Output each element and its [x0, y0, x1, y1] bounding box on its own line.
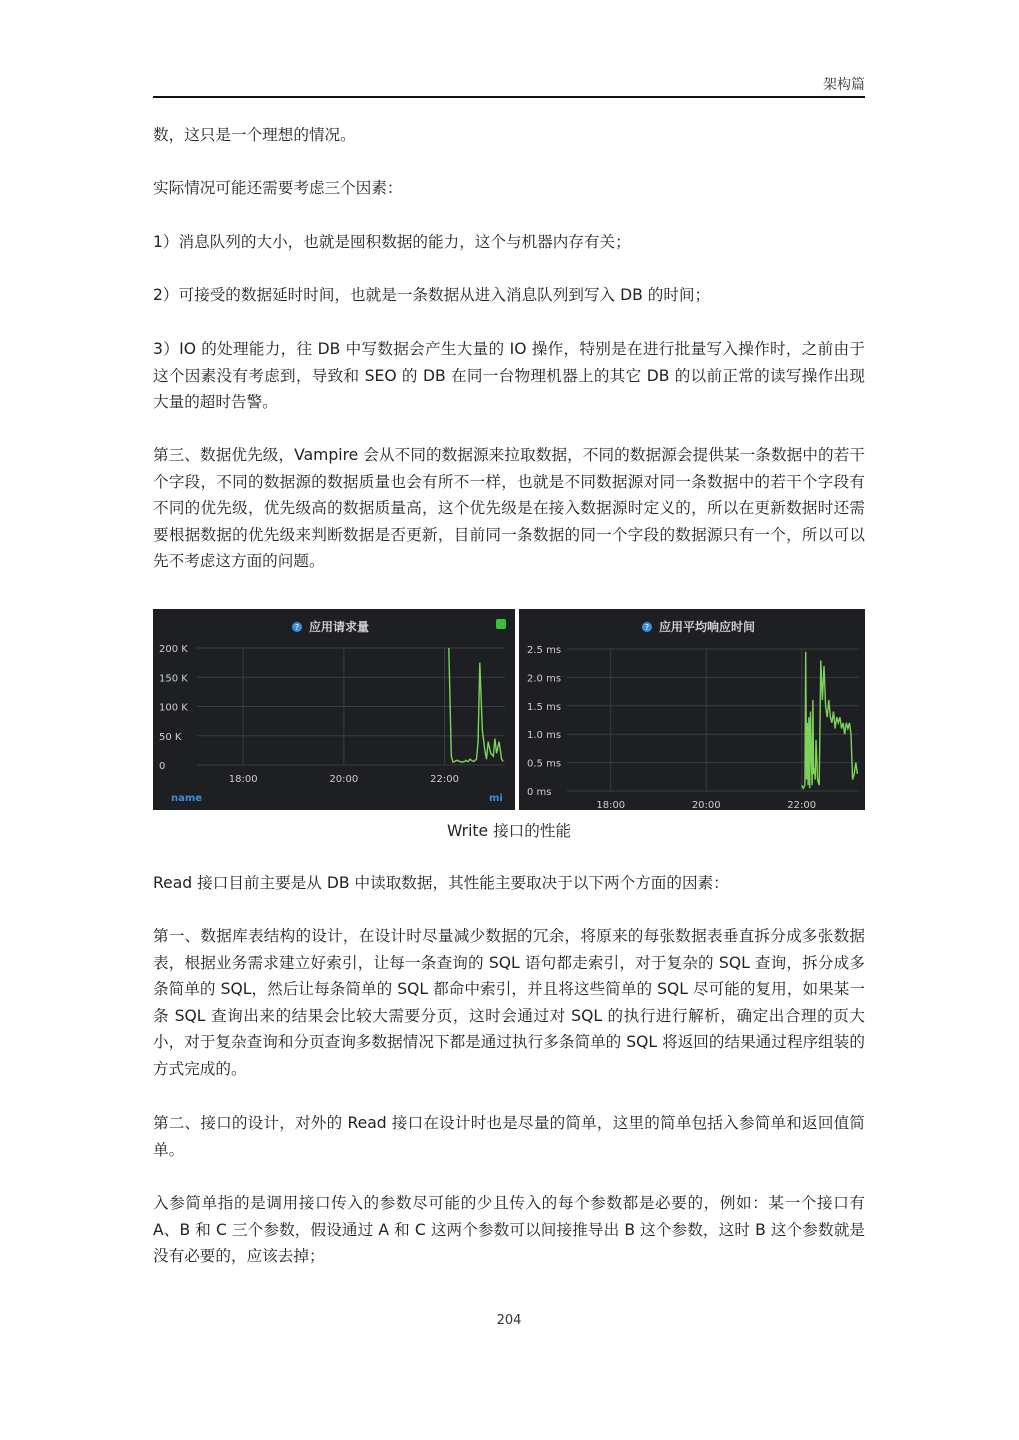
paragraph-7: Read 接口目前主要是从 DB 中读取数据，其性能主要取决于以下两个方面的因素： — [153, 874, 729, 892]
latency-chart — [519, 609, 865, 810]
y-tick-label: 1.5 ms — [527, 701, 562, 713]
paragraph-6: 第三、数据优先级，Vampire 会从不同的数据源来拉取数据，不同的数据源会提供某一条数据中的若干个字段，不同的数据源的数据质量也会有所不一样，也就是不同数据源对同一条数据中的若干个字段有不同的优先级，优先级高的数据质量高，这个优先级是在接入数据源时定义的，所以在更新数据时还需要根据数据的优先级来判断数据是否更新，目前同一条数据的同一个字段的数据源只有一个，所以可以先不考虑这方面的问题。 — [153, 446, 865, 570]
legend-label: mi — [489, 793, 503, 804]
chart-panel-latency — [519, 609, 865, 810]
performance-figure — [153, 609, 865, 810]
x-tick-label: 20:00 — [329, 774, 359, 785]
y-tick-label: 50 K — [159, 731, 182, 743]
x-tick-label: 22:00 — [787, 800, 817, 810]
paragraph-1: 数，这只是一个理想的情况。 — [153, 126, 356, 144]
requests-chart — [153, 609, 515, 810]
paragraph-8: 第一、数据库表结构的设计，在设计时尽量减少数据的冗余，将原来的每张数据表垂直拆分成多张数据表，根据业务需求建立好索引，让每一条查询的 SQL 语句都走索引，对于复杂的 SQL 查询，拆分成多条简单的 SQL，然后让每条简单的 SQL 都命中索引，并且将这些简单的 SQL 尽可能的复用，如果某一条 SQL 查询出来的结果会比较大需要分页，这时会通过对 SQL 的执行进行解析，确定出合理的页大小，对于复杂查询和分页查询多数据情况下都是通过执行多条简单的 SQL 将返回的结果通过程序组装的方式完成的。 — [153, 927, 865, 1078]
figure-caption: Write 接口的性能 — [446, 822, 572, 840]
y-tick-label: 100 K — [159, 702, 188, 714]
help-icon-glyph: ? — [644, 623, 650, 632]
paragraph-10: 入参简单指的是调用接口传入的参数尽可能的少且传入的每个参数都是必要的，例如：某一个接口有 A、B 和 C 三个参数，假设通过 A 和 C 这两个参数可以间接推导出 B 这个参数，这时 B 这个参数就是没有必要的，应该去掉； — [153, 1194, 865, 1265]
x-tick-label: 20:00 — [691, 800, 721, 810]
y-tick-label: 0.5 ms — [527, 758, 562, 770]
paragraph-5: 3）IO 的处理能力，往 DB 中写数据会产生大量的 IO 操作，特别是在进行批量写入操作时，之前由于这个因素没有考虑到，导致和 SEO 的 DB 在同一台物理机器上的其它 DB 的以前正常的读写操作出现大量的超时告警。 — [153, 340, 865, 411]
y-tick-label: 1.0 ms — [527, 730, 562, 742]
chart-panel-requests — [153, 609, 515, 810]
x-tick-label: 18:00 — [228, 774, 258, 785]
paragraph-4: 2）可接受的数据延时时间，也就是一条数据从进入消息队列到写入 DB 的时间； — [153, 286, 711, 304]
paragraph-2: 实际情况可能还需要考虑三个因素： — [153, 179, 403, 197]
y-tick-label: 2.5 ms — [527, 645, 562, 656]
legend-label: name — [171, 793, 203, 804]
y-tick-label: 0 ms — [527, 787, 552, 798]
y-tick-label: 200 K — [159, 644, 188, 655]
paragraph-9: 第二、接口的设计，对外的 Read 接口在设计时也是尽量的简单，这里的简单包括入参简单和返回值简单。 — [153, 1114, 865, 1159]
y-tick-label: 150 K — [159, 673, 188, 685]
y-tick-label: 2.0 ms — [527, 673, 562, 685]
page-header — [153, 66, 865, 98]
x-tick-label: 22:00 — [430, 774, 459, 785]
series-line — [449, 648, 504, 762]
page-number: 204 — [496, 1313, 522, 1328]
refresh-icon — [496, 619, 506, 629]
series-line — [802, 652, 858, 788]
chart-title: 应用请求量 — [309, 620, 370, 634]
y-tick-label: 0 — [159, 761, 166, 772]
paragraph-3: 1）消息队列的大小，也就是囤积数据的能力，这个与机器内存有关； — [153, 233, 631, 251]
chart-title: 应用平均响应时间 — [659, 620, 756, 634]
help-icon-glyph: ? — [294, 623, 300, 632]
x-tick-label: 18:00 — [596, 800, 626, 810]
header-title: 架构篇 — [823, 77, 865, 93]
